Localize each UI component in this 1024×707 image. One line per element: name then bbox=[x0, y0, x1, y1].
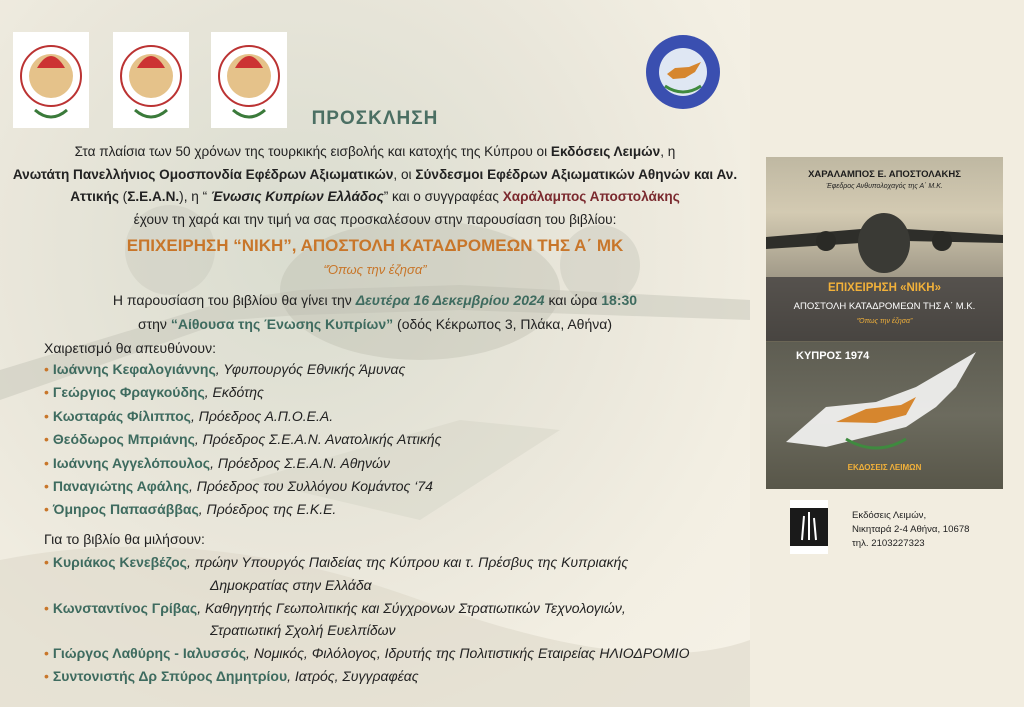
publisher-name: Εκδόσεις Λειμών, bbox=[852, 510, 927, 521]
list-item: • Κυριάκος Κενεβέζος, πρώην Υπουργός Παιδείας της Κύπρου και τ. Πρέσβυς της Κυπριακής Δημοκρατίας στην Ελλάδα bbox=[44, 554, 629, 593]
leimon-publisher-logo bbox=[790, 500, 828, 554]
list-item: • Συντονιστής Δρ Σπύρος Δημητρίου, Ιατρός, Συγγραφέας bbox=[44, 667, 419, 684]
speakers-heading: Για το βιβλίο θα μιλήσουν: bbox=[44, 531, 205, 547]
intro-paragraph: Στα πλαίσια των 50 χρόνων της τουρκικής εισβολής και κατοχής της Κύπρου οι Εκδόσεις Λειμών, η Ανωτάτη Πανελλήνιος Ομοσπονδία Εφέδρων Αξιωματικών, οι Σύνδεσμοι Εφέδρων Αξιωματικών Αθηνών και Αν. Αττικής (Σ.Ε.Α.Ν.), η “ Ένωσις Κυπρίων Ελλάδος” και ο συγγραφέας Χαράλαμπος Αποστολάκης έχουν τη χαρά και την τιμή να σας προσκαλέσουν στην παρουσίαση του βιβλίου: bbox=[12, 144, 738, 227]
cover-title: ΕΠΙΧΕΙΡΗΣΗ «ΝΙΚΗ» bbox=[828, 282, 941, 294]
publisher-phone: τηλ. 2103227323 bbox=[852, 538, 925, 549]
cover-quote: “Όπως την έζησα” bbox=[856, 318, 913, 325]
cover-publisher: ΕΚΔΟΣΕΙΣ ΛΕΙΜΩΝ bbox=[847, 463, 922, 472]
list-item: • Όμηρος Παπασάββας, Πρόεδρος της Ε.Κ.Ε. bbox=[44, 501, 337, 518]
list-item: • Γιώργος Λαθύρης - Ιαλυσσός, Νομικός, Φιλόλογος, Ιδρυτής της Πολιτιστικής Εταιρείας ΗΛΙΟΔΡΟΜΙΟ bbox=[44, 645, 690, 662]
list-item: • Γεώργιος Φραγκούδης, Εκδότης bbox=[44, 384, 264, 401]
publisher-address: Νικηταρά 2-4 Αθήνα, 10678 bbox=[852, 524, 970, 535]
greetings-list bbox=[44, 358, 441, 522]
presentation-venue-line: στην “Αίθουσα της Ένωσης Κυπρίων” (οδός Κέκρωπος 3, Πλάκα, Αθήνα) bbox=[137, 316, 613, 332]
list-item: • Παναγιώτης Αφάλης, Πρόεδρος του Συλλόγου Κομάντος ‘74 bbox=[44, 477, 433, 494]
list-item: • Κωνσταντίνος Γρίβας, Καθηγητής Γεωπολιτικής και Σύγχρονων Στρατιωτικών Τεχνολογιών, Στρατιωτική Σχολή Ευελπίδων bbox=[44, 599, 626, 639]
airplane-icon bbox=[766, 197, 1003, 287]
cover-author: ΧΑΡΑΛΑΜΠΟΣ Ε. ΑΠΟΣΤΟΛΑΚΗΣ bbox=[808, 169, 961, 180]
list-item: • Θεόδωρος Μπριάνης, Πρόεδρος Σ.Ε.Α.Ν. Ανατολικής Αττικής bbox=[44, 431, 442, 448]
cover-rank: Έφεδρος Ανθυπολοχαγός της Α΄ Μ.Κ. bbox=[826, 183, 943, 190]
book-cover bbox=[766, 157, 1003, 489]
cover-year: ΚΥΠΡΟΣ 1974 bbox=[796, 350, 870, 362]
presentation-date-line: Η παρουσίαση του βιβλίου θα γίνει την Δευτέρα 16 Δεκεμβρίου 2024 και ώρα 18:30 bbox=[112, 292, 638, 308]
greetings-heading: Χαιρετισμό θα απευθύνουν: bbox=[44, 340, 216, 356]
book-subtitle: “Όπως την έζησα” bbox=[323, 262, 427, 277]
list-item: • Ιωάννης Αγγελόπουλος, Πρόεδρος Σ.Ε.Α.Ν. Αθηνών bbox=[44, 454, 390, 471]
list-item: • Κωσταράς Φίλιππος, Πρόεδρος Α.Π.Ο.Ε.Α. bbox=[44, 407, 334, 424]
cover-subtitle: ΑΠΟΣΤΟΛΗ ΚΑΤΑΔΡΟΜΕΩΝ ΤΗΣ Α΄ Μ.Κ. bbox=[793, 301, 976, 312]
publisher-info bbox=[852, 509, 970, 551]
page-title: ΠΡΟΣΚΛΗΣΗ bbox=[311, 108, 439, 129]
speakers-list bbox=[44, 551, 690, 688]
cyprus-map-icon bbox=[766, 347, 1003, 467]
enosis-kyprion-logo bbox=[645, 34, 721, 110]
book-title: ΕΠΙΧΕΙΡΗΣΗ “ΝΙΚΗ”, ΑΠΟΣΤΟΛΗ ΚΑΤΑΔΡΟΜΕΩΝ ΤΗΣ Α΄ ΜΚ bbox=[126, 236, 624, 255]
list-item: • Ιωάννης Κεφαλογιάννης, Υφυπουργός Εθνικής Άμυνας bbox=[44, 361, 406, 377]
